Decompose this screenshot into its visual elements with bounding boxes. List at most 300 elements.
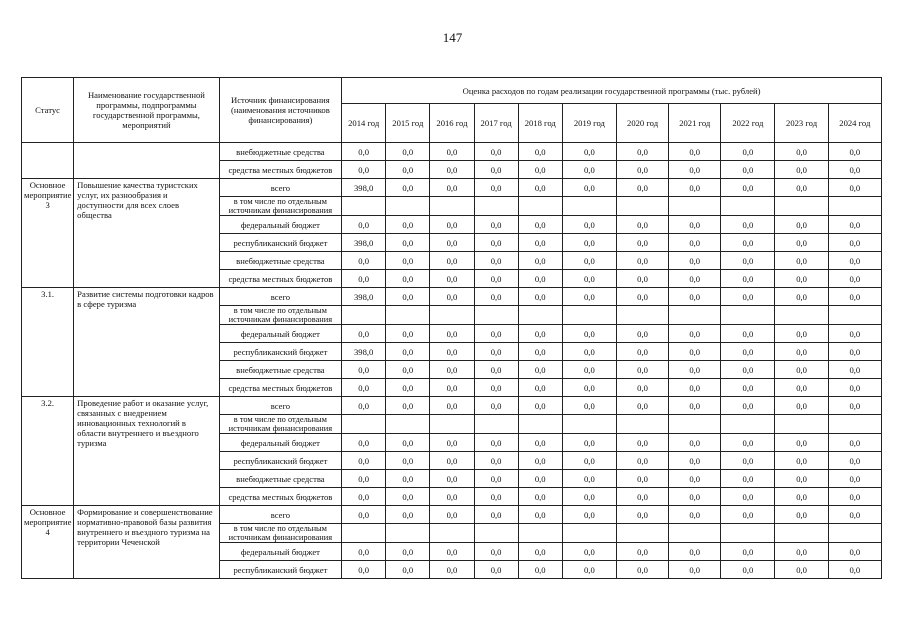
value-cell: 0,0: [828, 506, 881, 524]
value-cell: 0,0: [775, 434, 828, 452]
value-cell: 0,0: [518, 434, 562, 452]
value-cell: [474, 197, 518, 216]
value-cell: 0,0: [474, 161, 518, 179]
value-cell: 0,0: [474, 488, 518, 506]
value-cell: 0,0: [342, 488, 386, 506]
value-cell: 0,0: [386, 234, 430, 252]
value-cell: [669, 415, 721, 434]
value-cell: 0,0: [828, 561, 881, 579]
value-cell: [669, 524, 721, 543]
source-cell: республиканский бюджет: [219, 452, 341, 470]
value-cell: 0,0: [721, 179, 775, 197]
source-cell: всего: [219, 506, 341, 524]
value-cell: 0,0: [669, 488, 721, 506]
name-cell: Развитие системы подготовки кадров в сфере туризма: [74, 288, 220, 397]
value-cell: 0,0: [562, 143, 616, 161]
value-cell: 0,0: [562, 488, 616, 506]
value-cell: 0,0: [775, 561, 828, 579]
value-cell: [386, 306, 430, 325]
value-cell: 0,0: [342, 561, 386, 579]
value-cell: 0,0: [474, 361, 518, 379]
source-cell: средства местных бюджетов: [219, 379, 341, 397]
value-cell: 0,0: [430, 179, 474, 197]
value-cell: 0,0: [518, 361, 562, 379]
value-cell: 0,0: [616, 470, 668, 488]
value-cell: 0,0: [616, 488, 668, 506]
value-cell: [518, 524, 562, 543]
value-cell: 0,0: [342, 143, 386, 161]
header-year: 2021 год: [669, 104, 721, 143]
value-cell: 0,0: [669, 143, 721, 161]
source-cell: всего: [219, 179, 341, 197]
value-cell: [562, 524, 616, 543]
value-cell: [616, 306, 668, 325]
value-cell: [386, 524, 430, 543]
value-cell: 0,0: [518, 179, 562, 197]
value-cell: 0,0: [518, 288, 562, 306]
value-cell: 0,0: [474, 543, 518, 561]
value-cell: 0,0: [386, 325, 430, 343]
value-cell: 0,0: [616, 397, 668, 415]
value-cell: 0,0: [669, 561, 721, 579]
value-cell: 398,0: [342, 288, 386, 306]
value-cell: 0,0: [669, 379, 721, 397]
value-cell: 0,0: [562, 543, 616, 561]
value-cell: 0,0: [342, 161, 386, 179]
header-name: Наименование государственной программы, подпрограммы государственной программы, мероприятий: [74, 78, 220, 143]
value-cell: [669, 306, 721, 325]
value-cell: 0,0: [342, 506, 386, 524]
value-cell: 0,0: [430, 361, 474, 379]
value-cell: 0,0: [518, 216, 562, 234]
value-cell: 0,0: [616, 234, 668, 252]
value-cell: 0,0: [474, 252, 518, 270]
value-cell: 0,0: [386, 288, 430, 306]
value-cell: 0,0: [669, 506, 721, 524]
value-cell: 0,0: [616, 216, 668, 234]
value-cell: 0,0: [386, 216, 430, 234]
value-cell: 0,0: [342, 325, 386, 343]
value-cell: 0,0: [342, 270, 386, 288]
value-cell: 0,0: [474, 216, 518, 234]
value-cell: [721, 306, 775, 325]
value-cell: 0,0: [342, 452, 386, 470]
header-year: 2017 год: [474, 104, 518, 143]
value-cell: 0,0: [828, 288, 881, 306]
value-cell: 0,0: [342, 397, 386, 415]
value-cell: [721, 415, 775, 434]
value-cell: [474, 415, 518, 434]
value-cell: 0,0: [342, 470, 386, 488]
value-cell: 0,0: [721, 216, 775, 234]
value-cell: 0,0: [828, 452, 881, 470]
value-cell: 0,0: [386, 270, 430, 288]
value-cell: 0,0: [518, 143, 562, 161]
value-cell: 0,0: [562, 179, 616, 197]
table-row: [22, 506, 882, 524]
value-cell: 0,0: [775, 506, 828, 524]
value-cell: 0,0: [669, 216, 721, 234]
value-cell: 0,0: [775, 325, 828, 343]
value-cell: [342, 415, 386, 434]
source-cell: внебюджетные средства: [219, 470, 341, 488]
value-cell: 0,0: [828, 270, 881, 288]
value-cell: 0,0: [430, 434, 474, 452]
value-cell: 0,0: [474, 270, 518, 288]
source-cell: внебюджетные средства: [219, 361, 341, 379]
header-year: 2018 год: [518, 104, 562, 143]
value-cell: 0,0: [386, 161, 430, 179]
header-year: 2015 год: [386, 104, 430, 143]
value-cell: 0,0: [562, 379, 616, 397]
value-cell: [386, 197, 430, 216]
value-cell: 0,0: [721, 561, 775, 579]
value-cell: 0,0: [562, 452, 616, 470]
value-cell: 0,0: [474, 379, 518, 397]
value-cell: 0,0: [474, 506, 518, 524]
value-cell: 0,0: [386, 470, 430, 488]
value-cell: [669, 197, 721, 216]
source-cell: федеральный бюджет: [219, 543, 341, 561]
value-cell: 0,0: [721, 361, 775, 379]
value-cell: [518, 197, 562, 216]
value-cell: 0,0: [518, 343, 562, 361]
value-cell: 0,0: [828, 543, 881, 561]
value-cell: [616, 524, 668, 543]
source-cell: в том числе по отдельным источникам финансирования: [219, 197, 341, 216]
value-cell: 0,0: [430, 143, 474, 161]
value-cell: 0,0: [386, 397, 430, 415]
value-cell: 0,0: [828, 397, 881, 415]
value-cell: 0,0: [775, 379, 828, 397]
value-cell: 0,0: [616, 325, 668, 343]
value-cell: 0,0: [474, 343, 518, 361]
source-cell: средства местных бюджетов: [219, 270, 341, 288]
value-cell: 0,0: [342, 216, 386, 234]
value-cell: 0,0: [828, 161, 881, 179]
value-cell: 0,0: [828, 216, 881, 234]
value-cell: 0,0: [721, 506, 775, 524]
source-cell: средства местных бюджетов: [219, 161, 341, 179]
value-cell: 0,0: [518, 543, 562, 561]
value-cell: 0,0: [562, 361, 616, 379]
value-cell: [430, 415, 474, 434]
value-cell: 0,0: [828, 179, 881, 197]
value-cell: 0,0: [721, 452, 775, 470]
value-cell: [775, 415, 828, 434]
value-cell: [828, 524, 881, 543]
value-cell: 0,0: [616, 434, 668, 452]
value-cell: 0,0: [669, 288, 721, 306]
value-cell: 0,0: [430, 561, 474, 579]
value-cell: [342, 306, 386, 325]
value-cell: 0,0: [669, 361, 721, 379]
value-cell: 0,0: [669, 397, 721, 415]
value-cell: [386, 415, 430, 434]
value-cell: 0,0: [721, 488, 775, 506]
value-cell: 0,0: [775, 270, 828, 288]
value-cell: 0,0: [669, 179, 721, 197]
value-cell: 0,0: [669, 234, 721, 252]
page-number: 147: [442, 30, 463, 45]
value-cell: 0,0: [669, 325, 721, 343]
header-year: 2016 год: [430, 104, 474, 143]
value-cell: 0,0: [669, 252, 721, 270]
value-cell: 0,0: [828, 234, 881, 252]
value-cell: 0,0: [562, 397, 616, 415]
source-cell: внебюджетные средства: [219, 252, 341, 270]
value-cell: 0,0: [342, 379, 386, 397]
value-cell: [474, 306, 518, 325]
value-cell: [721, 197, 775, 216]
value-cell: 0,0: [721, 234, 775, 252]
source-cell: федеральный бюджет: [219, 434, 341, 452]
value-cell: 0,0: [430, 270, 474, 288]
value-cell: 0,0: [721, 343, 775, 361]
value-cell: [562, 197, 616, 216]
value-cell: 0,0: [430, 288, 474, 306]
header-year: 2023 год: [775, 104, 828, 143]
value-cell: 0,0: [721, 252, 775, 270]
name-cell: Повышение качества туристских услуг, их разнообразия и доступности для всех слоев общества: [74, 179, 220, 288]
value-cell: 0,0: [562, 161, 616, 179]
value-cell: 0,0: [616, 543, 668, 561]
value-cell: 0,0: [474, 561, 518, 579]
source-cell: федеральный бюджет: [219, 325, 341, 343]
value-cell: 0,0: [775, 488, 828, 506]
header-source: Источник финансирования (наименования источников финансирования): [219, 78, 341, 143]
value-cell: 0,0: [518, 252, 562, 270]
value-cell: 0,0: [775, 470, 828, 488]
value-cell: 0,0: [430, 161, 474, 179]
value-cell: 0,0: [775, 216, 828, 234]
value-cell: 0,0: [721, 379, 775, 397]
value-cell: 0,0: [474, 234, 518, 252]
value-cell: 0,0: [562, 343, 616, 361]
value-cell: 0,0: [386, 561, 430, 579]
value-cell: 0,0: [386, 361, 430, 379]
value-cell: 0,0: [342, 252, 386, 270]
value-cell: 0,0: [474, 434, 518, 452]
value-cell: [430, 306, 474, 325]
value-cell: 0,0: [562, 216, 616, 234]
value-cell: 0,0: [562, 270, 616, 288]
value-cell: [562, 415, 616, 434]
value-cell: 0,0: [562, 470, 616, 488]
value-cell: 0,0: [669, 470, 721, 488]
value-cell: 0,0: [386, 488, 430, 506]
status-cell: Основное мероприятие 3: [22, 179, 74, 288]
value-cell: 0,0: [386, 252, 430, 270]
value-cell: 0,0: [828, 143, 881, 161]
value-cell: 0,0: [430, 216, 474, 234]
value-cell: 0,0: [430, 543, 474, 561]
source-cell: республиканский бюджет: [219, 343, 341, 361]
source-cell: республиканский бюджет: [219, 561, 341, 579]
value-cell: 0,0: [721, 270, 775, 288]
value-cell: 0,0: [669, 343, 721, 361]
value-cell: 0,0: [775, 252, 828, 270]
value-cell: 0,0: [775, 361, 828, 379]
value-cell: 0,0: [518, 470, 562, 488]
status-cell: Основное мероприятие 4: [22, 506, 74, 579]
source-cell: внебюджетные средства: [219, 143, 341, 161]
value-cell: 0,0: [775, 161, 828, 179]
value-cell: 0,0: [518, 161, 562, 179]
source-cell: федеральный бюджет: [219, 216, 341, 234]
value-cell: [430, 524, 474, 543]
source-cell: в том числе по отдельным источникам финансирования: [219, 415, 341, 434]
value-cell: 0,0: [386, 452, 430, 470]
value-cell: 0,0: [386, 179, 430, 197]
value-cell: 0,0: [616, 379, 668, 397]
value-cell: 0,0: [721, 161, 775, 179]
value-cell: 0,0: [518, 488, 562, 506]
value-cell: 0,0: [430, 252, 474, 270]
value-cell: 0,0: [562, 325, 616, 343]
header-estimate: Оценка расходов по годам реализации государственной программы (тыс. рублей): [342, 78, 882, 104]
value-cell: 0,0: [562, 234, 616, 252]
value-cell: 0,0: [721, 434, 775, 452]
value-cell: 0,0: [474, 143, 518, 161]
value-cell: 0,0: [828, 434, 881, 452]
value-cell: 0,0: [386, 343, 430, 361]
value-cell: 0,0: [518, 506, 562, 524]
header-year: 2020 год: [616, 104, 668, 143]
value-cell: 0,0: [616, 343, 668, 361]
value-cell: 0,0: [616, 561, 668, 579]
value-cell: [775, 524, 828, 543]
value-cell: 0,0: [342, 543, 386, 561]
value-cell: 0,0: [518, 397, 562, 415]
value-cell: [775, 306, 828, 325]
value-cell: 0,0: [616, 252, 668, 270]
value-cell: [828, 306, 881, 325]
source-cell: республиканский бюджет: [219, 234, 341, 252]
value-cell: [721, 524, 775, 543]
budget-table: [21, 77, 882, 579]
value-cell: 0,0: [828, 488, 881, 506]
value-cell: 0,0: [669, 161, 721, 179]
value-cell: 0,0: [518, 561, 562, 579]
value-cell: 0,0: [562, 252, 616, 270]
value-cell: [828, 415, 881, 434]
value-cell: 0,0: [562, 288, 616, 306]
value-cell: 0,0: [721, 143, 775, 161]
value-cell: 0,0: [828, 379, 881, 397]
value-cell: [616, 415, 668, 434]
value-cell: [775, 197, 828, 216]
value-cell: [562, 306, 616, 325]
value-cell: [518, 306, 562, 325]
value-cell: 0,0: [721, 325, 775, 343]
value-cell: [828, 197, 881, 216]
header-year: 2014 год: [342, 104, 386, 143]
value-cell: 0,0: [721, 397, 775, 415]
name-cell: [74, 143, 220, 179]
value-cell: 0,0: [430, 379, 474, 397]
value-cell: 0,0: [775, 234, 828, 252]
value-cell: [342, 524, 386, 543]
value-cell: 0,0: [616, 161, 668, 179]
value-cell: 0,0: [342, 361, 386, 379]
value-cell: 0,0: [616, 361, 668, 379]
header-year: 2022 год: [721, 104, 775, 143]
value-cell: 0,0: [775, 143, 828, 161]
value-cell: 0,0: [518, 234, 562, 252]
value-cell: 0,0: [828, 252, 881, 270]
header-year: 2019 год: [562, 104, 616, 143]
value-cell: 0,0: [616, 143, 668, 161]
value-cell: 0,0: [616, 452, 668, 470]
value-cell: 0,0: [518, 379, 562, 397]
value-cell: 0,0: [386, 379, 430, 397]
value-cell: 0,0: [474, 397, 518, 415]
value-cell: 0,0: [775, 452, 828, 470]
value-cell: [430, 197, 474, 216]
table-row: [22, 143, 882, 161]
value-cell: 0,0: [386, 506, 430, 524]
value-cell: 0,0: [828, 361, 881, 379]
value-cell: 0,0: [430, 397, 474, 415]
source-cell: в том числе по отдельным источникам финансирования: [219, 524, 341, 543]
name-cell: Формирование и совершенствование нормативно-правовой базы развития внутреннего и въездного туризма на территории Чеченской: [74, 506, 220, 579]
value-cell: 0,0: [775, 543, 828, 561]
value-cell: 0,0: [721, 288, 775, 306]
value-cell: 0,0: [721, 470, 775, 488]
table-row: [22, 397, 882, 415]
value-cell: 0,0: [518, 325, 562, 343]
value-cell: 0,0: [562, 434, 616, 452]
value-cell: 398,0: [342, 343, 386, 361]
value-cell: 0,0: [616, 270, 668, 288]
value-cell: 0,0: [775, 179, 828, 197]
value-cell: 0,0: [430, 325, 474, 343]
value-cell: 398,0: [342, 234, 386, 252]
header-year: 2024 год: [828, 104, 881, 143]
value-cell: 0,0: [616, 179, 668, 197]
value-cell: 0,0: [386, 143, 430, 161]
value-cell: 0,0: [562, 561, 616, 579]
value-cell: 0,0: [669, 434, 721, 452]
value-cell: 0,0: [828, 343, 881, 361]
source-cell: средства местных бюджетов: [219, 488, 341, 506]
value-cell: [518, 415, 562, 434]
source-cell: всего: [219, 288, 341, 306]
value-cell: 0,0: [828, 325, 881, 343]
value-cell: 398,0: [342, 179, 386, 197]
value-cell: 0,0: [775, 397, 828, 415]
value-cell: 0,0: [474, 179, 518, 197]
source-cell: в том числе по отдельным источникам финансирования: [219, 306, 341, 325]
value-cell: 0,0: [616, 288, 668, 306]
value-cell: 0,0: [430, 234, 474, 252]
value-cell: 0,0: [562, 506, 616, 524]
value-cell: 0,0: [474, 452, 518, 470]
value-cell: 0,0: [669, 543, 721, 561]
value-cell: [342, 197, 386, 216]
table-row: [22, 288, 882, 306]
value-cell: [474, 524, 518, 543]
value-cell: 0,0: [518, 452, 562, 470]
value-cell: 0,0: [775, 343, 828, 361]
source-cell: всего: [219, 397, 341, 415]
value-cell: 0,0: [342, 434, 386, 452]
status-cell: [22, 143, 74, 179]
table-row: [22, 179, 882, 197]
value-cell: 0,0: [386, 434, 430, 452]
value-cell: 0,0: [386, 543, 430, 561]
